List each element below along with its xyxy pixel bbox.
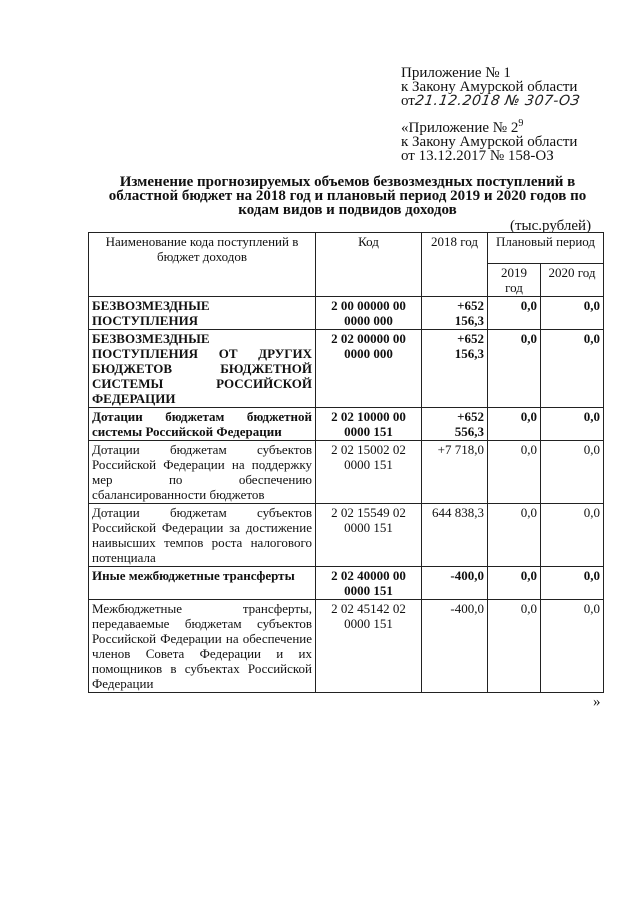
header-planned-period: Плановый период xyxy=(488,233,604,264)
row-name: Межбюджетные трансферты, передаваемые бюджетам субъектов Российской Федерации на обеспечение членов Совета Федерации и их помощников в субъектах Российской Федерации xyxy=(89,600,316,693)
units-label: (тыс.рублей) xyxy=(510,218,592,234)
row-value-2018: +652 156,3 xyxy=(422,297,488,330)
header-2018: 2018 год xyxy=(422,233,488,297)
handwritten-date: 21.12.2018 № 307-ОЗ xyxy=(413,93,581,109)
row-value-2019: 0,0 xyxy=(488,408,541,441)
row-value-2018: -400,0 xyxy=(422,600,488,693)
table-row xyxy=(89,330,604,408)
row-code: 2 02 00000 00 0000 000 xyxy=(316,330,422,408)
table-row xyxy=(89,567,604,600)
row-name: БЕЗВОЗМЕЗДНЫЕ ПОСТУПЛЕНИЯ xyxy=(89,297,316,330)
previous-annex-date: от 13.12.2017 № 158-ОЗ xyxy=(401,148,554,164)
previous-annex-number: «Приложение № $2^9$ xyxy=(401,118,524,136)
row-name: Дотации бюджетам субъектов Российской Федерации на поддержку мер по обеспечению сбалансированности бюджетов xyxy=(89,441,316,504)
row-value-2018: +7 718,0 xyxy=(422,441,488,504)
date-prefix: от xyxy=(401,93,415,109)
row-name: Дотации бюджетам бюджетной системы Российской Федерации xyxy=(89,408,316,441)
header-2020: 2020 год xyxy=(541,264,604,297)
row-name: Иные межбюджетные трансферты xyxy=(89,567,316,600)
document-title: Изменение прогнозируемых объемов безвозмездных поступлений в областной бюджет на 2018 год и плановый период 2019 и 2020 годов по кодам видов и подвидов доходов xyxy=(108,174,587,218)
row-value-2020: 0,0 xyxy=(541,408,604,441)
row-code: 2 02 10000 00 0000 151 xyxy=(316,408,422,441)
row-value-2018: +652 156,3 xyxy=(422,330,488,408)
row-value-2018: -400,0 xyxy=(422,567,488,600)
table-row xyxy=(89,504,604,567)
annex-header xyxy=(401,66,580,108)
row-value-2020: 0,0 xyxy=(541,504,604,567)
row-value-2020: 0,0 xyxy=(541,600,604,693)
row-code: 2 02 45142 02 0000 151 xyxy=(316,600,422,693)
previous-annex-header xyxy=(401,118,578,164)
row-code: 2 02 15549 02 0000 151 xyxy=(316,504,422,567)
row-value-2019: 0,0 xyxy=(488,297,541,330)
row-name: БЕЗВОЗМЕЗДНЫЕ ПОСТУПЛЕНИЯ ОТ ДРУГИХ БЮДЖЕТОВ БЮДЖЕТНОЙ СИСТЕМЫ РОССИЙСКОЙ ФЕДЕРАЦИИ xyxy=(89,330,316,408)
row-code: 2 00 00000 00 0000 000 xyxy=(316,297,422,330)
row-value-2020: 0,0 xyxy=(541,567,604,600)
row-code: 2 02 15002 02 0000 151 xyxy=(316,441,422,504)
row-value-2019: 0,0 xyxy=(488,567,541,600)
header-2019: 2019 год xyxy=(488,264,541,297)
row-value-2019: 0,0 xyxy=(488,441,541,504)
annex-superscript: 9 xyxy=(518,118,524,129)
previous-annex-law-reference: к Закону Амурской области xyxy=(401,134,578,150)
row-value-2020: 0,0 xyxy=(541,297,604,330)
annex-law-reference: к Закону Амурской области xyxy=(401,79,578,95)
row-name: Дотации бюджетам субъектов Российской Федерации за достижение наивысших темпов роста налогового потенциала xyxy=(89,504,316,567)
row-value-2019: 0,0 xyxy=(488,504,541,567)
row-value-2020: 0,0 xyxy=(541,441,604,504)
row-value-2020: 0,0 xyxy=(541,330,604,408)
table-row xyxy=(89,600,604,693)
table-row xyxy=(89,441,604,504)
header-name: Наименование кода поступлений в бюджет доходов xyxy=(89,233,316,297)
revenue-table xyxy=(88,232,604,693)
row-value-2019: 0,0 xyxy=(488,600,541,693)
header-code: Код xyxy=(316,233,422,297)
row-code: 2 02 40000 00 0000 151 xyxy=(316,567,422,600)
annex-number: Приложение № 1 xyxy=(401,65,511,81)
table-row xyxy=(89,408,604,441)
row-value-2019: 0,0 xyxy=(488,330,541,408)
annex-date-line xyxy=(401,94,580,108)
closing-quote: » xyxy=(593,694,601,710)
row-value-2018: +652 556,3 xyxy=(422,408,488,441)
table-row xyxy=(89,297,604,330)
row-value-2018: 644 838,3 xyxy=(422,504,488,567)
